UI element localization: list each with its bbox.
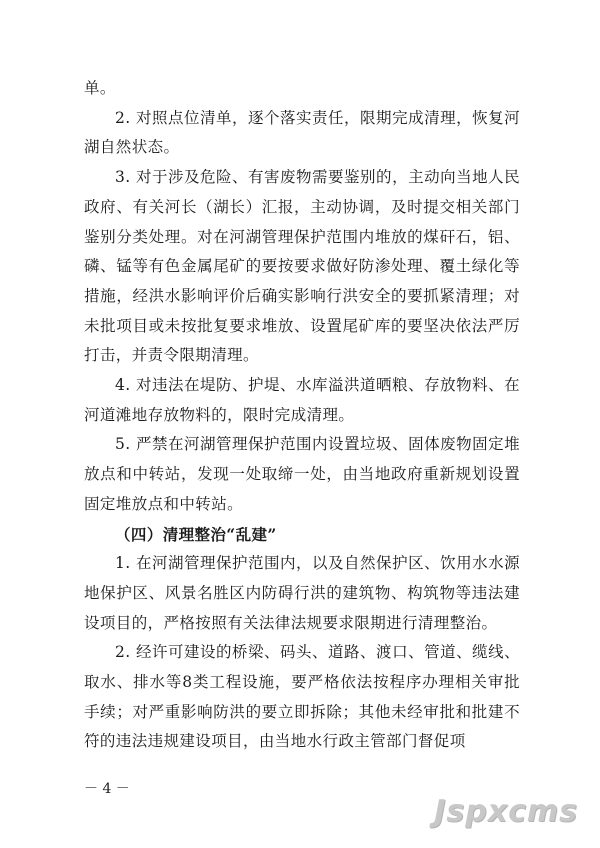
paragraph-item-5: 5. 严禁在河湖管理保护范围内设置垃圾、固体废物固定堆放点和中转站，发现一处取缔一处，由当地政府重新规划设置固定堆放点和中转站。 (84, 435, 520, 513)
paragraph-item-3: 3. 对于涉及危险、有害废物需要鉴别的，主动向当地人民政府、有关河长（湖长）汇报，主动协调，及时提交相关部门鉴别分类处理。对在河湖管理保护范围内堆放的煤矸石，铝、磷、锰等有色金属尾矿的要按要求做好防渗处理、覆土绿化等措施，经洪水影响评价后确实影响行洪安全的要抓紧清理；对未批项目或未按批复要求堆放、设置尾矿库的要坚决依法严厉打击，并责令限期清理。 (84, 168, 520, 365)
document-body (84, 74, 520, 757)
watermark-logo: Jspxcms (434, 794, 578, 829)
paragraph-subitem-2: 2. 经许可建设的桥梁、码头、道路、渡口、管道、缆线、取水、排水等8类工程设施，要严格依法按程序办理相关审批手续；对严重影响防洪的要立即拆除；其他未经审批和批建不符的违法违规建设项目，由当地水行政主管部门督促项 (84, 643, 520, 751)
paragraph-continuation: 单。 (84, 79, 116, 97)
paragraph-subitem-1: 1. 在河湖管理保护范围内，以及自然保护区、饮用水水源地保护区、风景名胜区内防碍行洪的建筑物、构筑物等违法建设项目的，严格按照有关法律法规要求限期进行清理整治。 (84, 554, 520, 632)
paragraph-item-4: 4. 对违法在堤防、护堤、水库溢洪道晒粮、存放物料、在河道滩地存放物料的，限时完成清理。 (84, 376, 520, 424)
paragraph-item-2: 2. 对照点位清单，逐个落实责任，限期完成清理，恢复河湖自然状态。 (84, 108, 520, 157)
section-heading: （四）清理整治“乱建” (115, 524, 277, 544)
page-number: － 4 － (84, 781, 130, 797)
